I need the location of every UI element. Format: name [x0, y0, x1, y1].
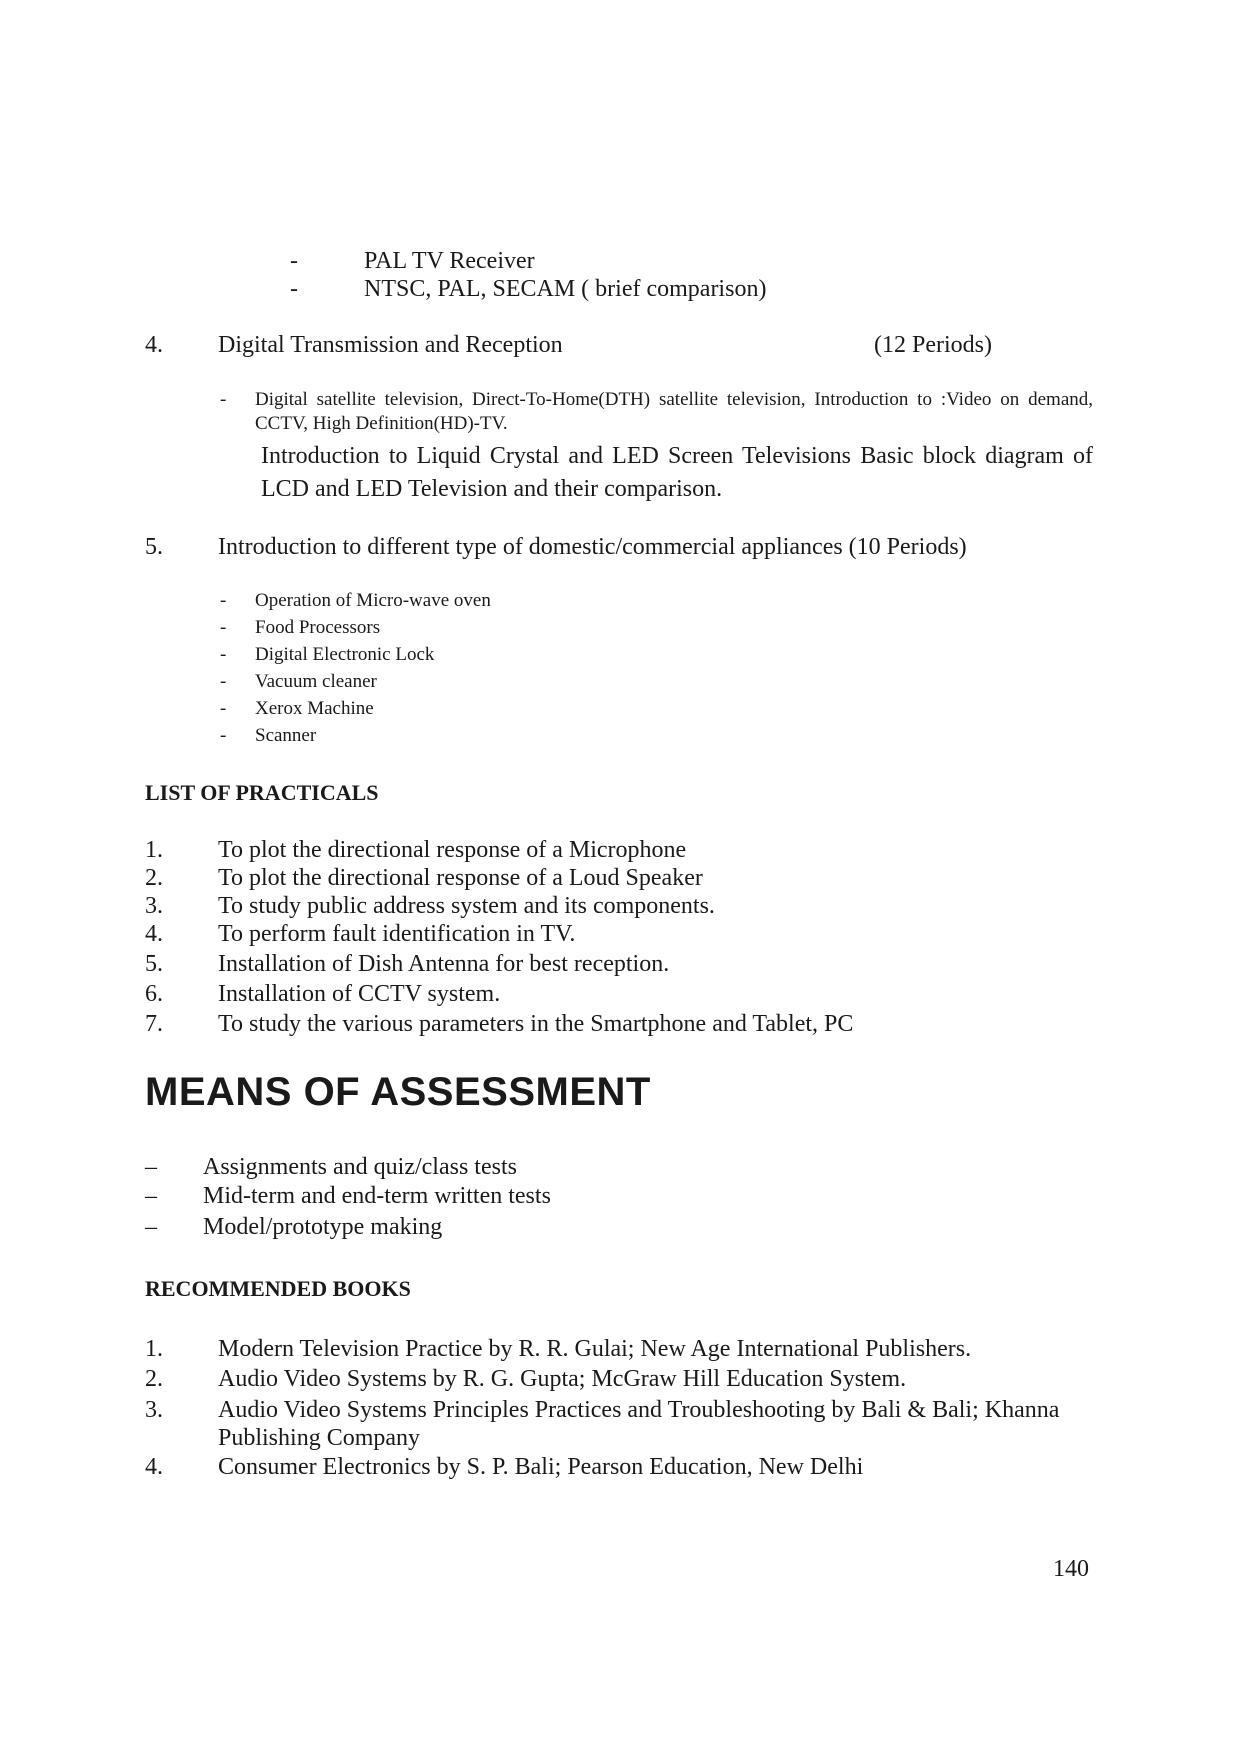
book-text: Audio Video Systems Principles Practices and Troubleshooting by Bali & Bali; Khanna Publishing Company: [218, 1397, 1060, 1451]
list-item-text: NTSC, PAL, SECAM ( brief comparison): [364, 276, 767, 302]
book-number: 4.: [145, 1454, 163, 1480]
list-item-text: Scanner: [255, 725, 317, 746]
list-item-text: PAL TV Receiver: [364, 248, 535, 274]
section-number: 4.: [145, 332, 163, 358]
practical-number: 1.: [145, 837, 163, 863]
book-text: Consumer Electronics by S. P. Bali; Pearson Education, New Delhi: [218, 1454, 864, 1480]
assessment-heading: MEANS OF ASSESSMENT: [145, 1070, 651, 1114]
page-number: 140: [1053, 1556, 1089, 1582]
books-heading: RECOMMENDED BOOKS: [145, 1276, 411, 1301]
practical-text: Installation of CCTV system.: [218, 981, 501, 1007]
list-bullet: -: [220, 698, 227, 719]
assessment-item-text: Mid-term and end-term written tests: [203, 1183, 551, 1209]
list-bullet: –: [145, 1214, 157, 1240]
section-paragraph: Introduction to Liquid Crystal and LED Screen Televisions Basic block diagram of LCD and LED Television and their comparison.: [261, 443, 1093, 502]
list-item-text: Vacuum cleaner: [255, 671, 377, 692]
practical-text: Installation of Dish Antenna for best reception.: [218, 951, 670, 977]
practical-number: 3.: [145, 893, 163, 919]
list-bullet: -: [220, 590, 227, 611]
practicals-heading: LIST OF PRACTICALS: [145, 780, 379, 805]
book-number: 1.: [145, 1336, 163, 1362]
list-bullet: –: [145, 1183, 157, 1209]
practical-text: To perform fault identification in TV.: [218, 921, 576, 947]
practical-number: 7.: [145, 1011, 163, 1037]
list-bullet: -: [220, 617, 227, 638]
list-item-text: Digital Electronic Lock: [255, 644, 435, 665]
list-bullet: -: [220, 725, 227, 746]
practical-number: 6.: [145, 981, 163, 1007]
list-bullet: –: [145, 1154, 157, 1180]
list-bullet: -: [220, 389, 227, 410]
book-number: 3.: [145, 1397, 163, 1423]
list-item-text: Operation of Micro-wave oven: [255, 590, 491, 611]
book-number: 2.: [145, 1366, 163, 1392]
list-item-text: Xerox Machine: [255, 698, 374, 719]
practical-number: 5.: [145, 951, 163, 977]
section-number: 5.: [145, 534, 163, 560]
list-bullet: -: [220, 644, 227, 665]
book-text: Modern Television Practice by R. R. Gulai; New Age International Publishers.: [218, 1336, 972, 1362]
section-periods: (12 Periods): [874, 332, 992, 358]
practical-text: To plot the directional response of a Loud Speaker: [218, 865, 703, 891]
practical-text: To study public address system and its components.: [218, 893, 715, 919]
practical-number: 4.: [145, 921, 163, 947]
practical-text: To study the various parameters in the Smartphone and Tablet, PC: [218, 1011, 854, 1037]
book-text: Audio Video Systems by R. G. Gupta; McGraw Hill Education System.: [218, 1366, 907, 1392]
assessment-item-text: Assignments and quiz/class tests: [203, 1154, 517, 1180]
section-title: Digital Transmission and Reception: [218, 332, 563, 358]
section-title: Introduction to different type of domestic/commercial appliances (10 Periods): [218, 534, 967, 560]
list-bullet: -: [220, 671, 227, 692]
practical-number: 2.: [145, 865, 163, 891]
list-bullet: -: [290, 248, 298, 274]
list-item-text: Food Processors: [255, 617, 381, 638]
list-bullet: -: [290, 276, 298, 302]
practical-text: To plot the directional response of a Microphone: [218, 837, 687, 863]
assessment-item-text: Model/prototype making: [203, 1214, 443, 1240]
section-item-text: Digital satellite television, Direct-To-Home(DTH) satellite television, Introduction to :Video on demand, CCTV, High Definition(HD)-TV.: [255, 389, 1093, 434]
